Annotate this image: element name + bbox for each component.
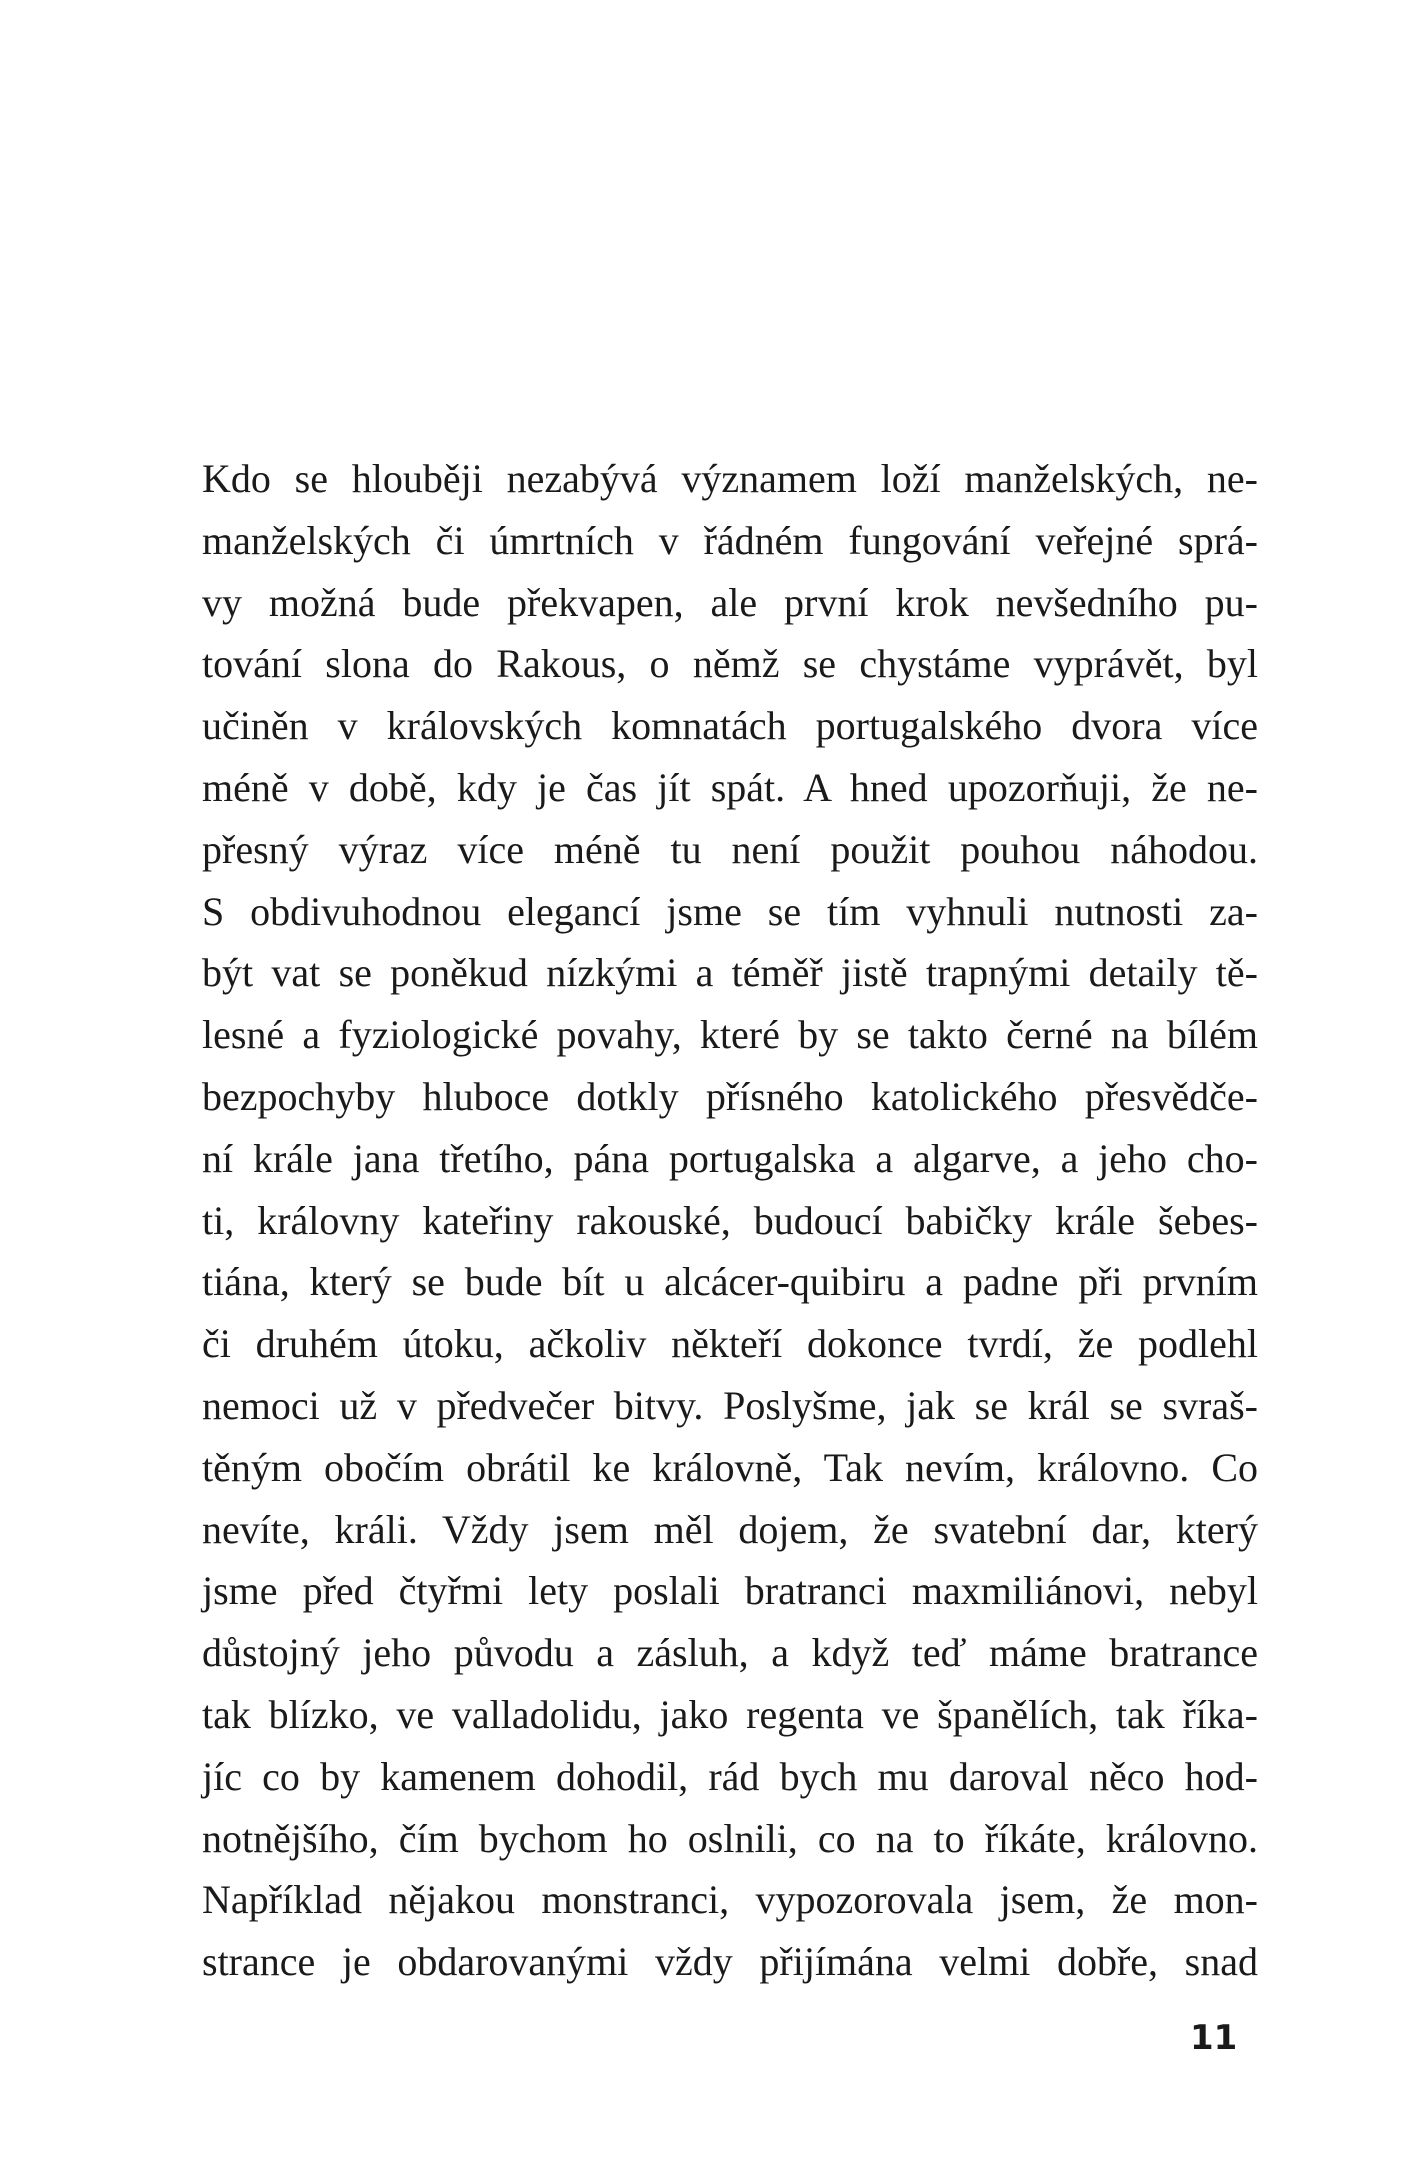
- text-line: ti, královny kateřiny rakouské, budoucí babičky krále šebes-: [202, 1197, 1258, 1243]
- text-line: tak blízko, ve valladolidu, jako regenta ve španělích, tak říka-: [202, 1691, 1258, 1737]
- text-line: manželských či úmrtních v řádném fungování veřejné sprá-: [202, 517, 1258, 563]
- text-line: vy možná bude překvapen, ale první krok nevšedního pu-: [202, 579, 1258, 625]
- text-line: strance je obdarovanými vždy přijímána velmi dobře, snad: [202, 1939, 1258, 1985]
- text-line: S obdivuhodnou elegancí jsme se tím vyhnuli nutnosti za-: [202, 888, 1258, 934]
- text-line: bezpochyby hluboce dotkly přísného katolického přesvědče-: [202, 1073, 1258, 1119]
- text-line: důstojný jeho původu a zásluh, a když teď máme bratrance: [202, 1630, 1258, 1676]
- text-line: těným obočím obrátil ke královně, Tak nevím, královno. Co: [202, 1444, 1258, 1490]
- text-line: méně v době, kdy je čas jít spát. A hned upozorňuji, že ne-: [202, 764, 1258, 810]
- text-line: přesný výraz více méně tu není použit pouhou náhodou.: [202, 826, 1258, 872]
- text-line: tiána, který se bude bít u alcácer-quibiru a padne při prvním: [202, 1259, 1258, 1305]
- page-number: 11: [1190, 2018, 1238, 2058]
- text-line: učiněn v královských komnatách portugalského dvora více: [202, 703, 1258, 749]
- text-line: Kdo se hlouběji nezabývá významem loží manželských, ne-: [202, 456, 1258, 501]
- text-line: nemoci už v předvečer bitvy. Poslyšme, jak se král se svraš-: [202, 1382, 1258, 1428]
- text-line: či druhém útoku, ačkoliv někteří dokonce tvrdí, že podlehl: [202, 1321, 1258, 1367]
- text-line: jsme před čtyřmi lety poslali bratranci maxmiliánovi, nebyl: [202, 1568, 1258, 1614]
- text-line: Například nějakou monstranci, vypozorovala jsem, že mon-: [202, 1877, 1258, 1923]
- text-line: notnějšího, čím bychom ho oslnili, co na to říkáte, královno.: [202, 1815, 1258, 1861]
- text-line: ní krále jana třetího, pána portugalska a algarve, a jeho cho-: [202, 1135, 1258, 1181]
- text-line: být vat se poněkud nízkými a téměř jistě trapnými detaily tě-: [202, 950, 1258, 996]
- body-text: [202, 448, 1258, 1993]
- text-line: tování slona do Rakous, o němž se chystáme vyprávět, byl: [202, 641, 1258, 687]
- text-line: lesné a fyziologické povahy, které by se takto černé na bílém: [202, 1012, 1258, 1058]
- text-line: jíc co by kamenem dohodil, rád bych mu daroval něco hod-: [202, 1753, 1258, 1799]
- text-line: nevíte, králi. Vždy jsem měl dojem, že svatební dar, který: [202, 1506, 1258, 1552]
